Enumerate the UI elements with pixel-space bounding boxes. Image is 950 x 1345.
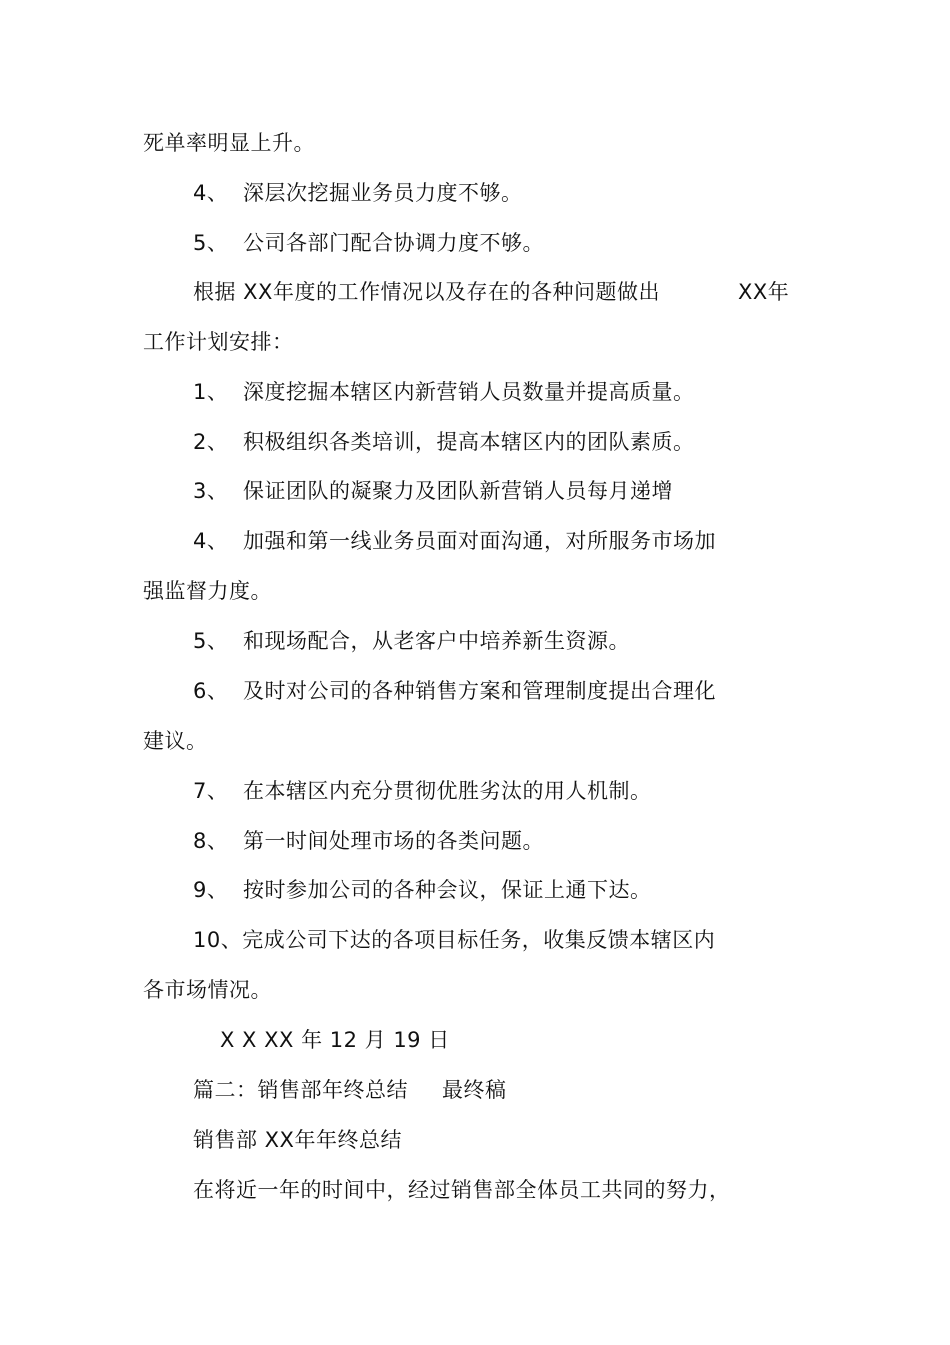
- list-item: [193, 875, 652, 905]
- list-item: [193, 427, 695, 457]
- text-line: [143, 327, 294, 357]
- item-number: 1、: [193, 380, 229, 404]
- line-text: 在将近一年的时间中，经过销售部全体员工共同的努力，: [193, 1178, 731, 1202]
- section-heading: [193, 1075, 507, 1105]
- item-text: 深层次挖掘业务员力度不够。: [243, 181, 523, 205]
- date-line: [220, 1025, 450, 1055]
- list-item: [193, 826, 544, 856]
- line-text-end: XX年: [737, 280, 790, 304]
- item-text: 积极组织各类培训，提高本辖区内的团队素质。: [243, 430, 695, 454]
- list-item: [193, 377, 695, 407]
- text-line: [143, 576, 272, 606]
- list-item: [193, 526, 716, 556]
- date-text: X X XX 年 12 月 19 日: [220, 1028, 450, 1052]
- item-number: 4、: [193, 529, 229, 553]
- line-text: 死单率明显上升。: [143, 131, 315, 155]
- item-number: 4、: [193, 181, 229, 205]
- list-item: [193, 178, 523, 208]
- line-text: 强监督力度。: [143, 579, 272, 603]
- subheading: [193, 1125, 402, 1155]
- heading-text: 篇二：销售部年终总结: [193, 1078, 408, 1102]
- list-item: [193, 476, 673, 506]
- item-number: 5、: [193, 629, 229, 653]
- item-text: 公司各部门配合协调力度不够。: [243, 231, 544, 255]
- list-item: [193, 776, 652, 806]
- item-number: 7、: [193, 779, 229, 803]
- item-text: 加强和第一线业务员面对面沟通，对所服务市场加: [243, 529, 716, 553]
- item-number: 9、: [193, 878, 229, 902]
- item-text: 及时对公司的各种销售方案和管理制度提出合理化: [243, 679, 716, 703]
- heading-suffix: 最终稿: [442, 1078, 507, 1102]
- item-text: 在本辖区内充分贯彻优胜劣汰的用人机制。: [243, 779, 652, 803]
- item-number: 3、: [193, 479, 229, 503]
- list-item: [193, 228, 544, 258]
- text-line: [143, 975, 272, 1005]
- list-item: [193, 626, 630, 656]
- item-number: 8、: [193, 829, 229, 853]
- list-item: [193, 925, 715, 955]
- text-line: [193, 1175, 731, 1205]
- text-line: [193, 277, 789, 307]
- item-number: 2、: [193, 430, 229, 454]
- item-number: 5、: [193, 231, 229, 255]
- line-text: 工作计划安排：: [143, 330, 294, 354]
- item-text: 按时参加公司的各种会议，保证上通下达。: [243, 878, 652, 902]
- text-line: [143, 128, 315, 158]
- line-text: 根据 XX年度的工作情况以及存在的各种问题做出: [193, 280, 660, 304]
- item-number: 6、: [193, 679, 229, 703]
- item-text: 和现场配合，从老客户中培养新生资源。: [243, 629, 630, 653]
- item-text: 深度挖掘本辖区内新营销人员数量并提高质量。: [243, 380, 695, 404]
- list-item: [193, 676, 716, 706]
- subheading-text: 销售部 XX年年终总结: [193, 1128, 402, 1152]
- text-line: [143, 726, 208, 756]
- item-text: 保证团队的凝聚力及团队新营销人员每月递增: [243, 479, 673, 503]
- line-text: 各市场情况。: [143, 978, 272, 1002]
- item-text: 第一时间处理市场的各类问题。: [243, 829, 544, 853]
- item-text: 10、完成公司下达的各项目标任务，收集反馈本辖区内: [193, 928, 716, 952]
- line-text: 建议。: [143, 729, 208, 753]
